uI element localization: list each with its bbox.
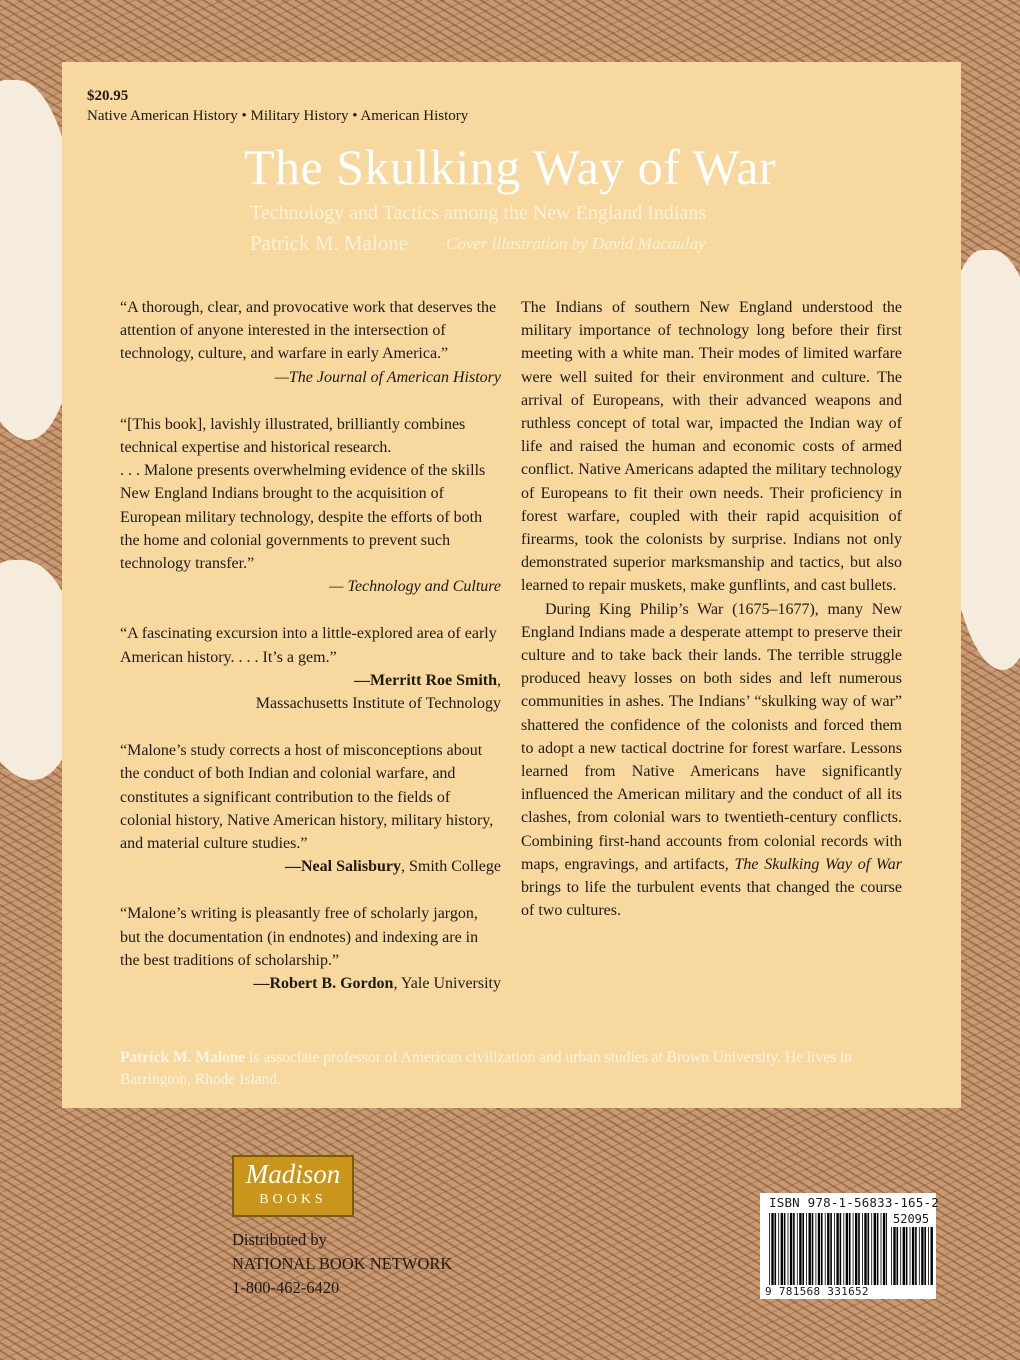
distributor-phone: 1-800-462-6420 (232, 1278, 340, 1297)
review-quote (120, 739, 501, 878)
quote-text: “A fascinating excursion into a little-explored area of early American history. . . . It’s a gem.” (120, 625, 497, 666)
quote-text-continued: . . . Malone presents overwhelming evidence of the skills New England Indians brought to the acquisition of European military technology, despite the efforts of both the home and colonial governments to prevent such technology transfer.” (120, 462, 486, 573)
review-quote (120, 622, 501, 715)
quote-source: —Robert B. Gordon, Yale University (253, 975, 501, 993)
quote-source: — Technology and Culture (329, 578, 501, 596)
author-name: Patrick M. Malone (250, 231, 409, 255)
book-title: The Skulking Way of War (243, 139, 777, 195)
quote-text: “[This book], lavishly illustrated, brilliantly combines technical expertise and historical research. (120, 415, 466, 457)
barcode-bars (769, 1213, 887, 1285)
quote-source: —The Journal of American History (274, 368, 501, 386)
review-quote (120, 413, 501, 599)
description-paragraph: The Indians of southern New England understood the military importance of technology long before their first meeting with a white man. Their modes of limited warfare were well suited for their environment and culture. The arrival of Europeans, with their advanced weapons and ruthless concept of total war, impacted the Indian way of life and raised the human and economic costs of armed conflict. Native Americans adapted the military technology of Europeans to fit their own needs. Their proficiency in forest warfare, coupled with their rapid acquisition of firearms, took the colonists by surprise. Indians not only demonstrated superior marksmanship and tactics, but also learned to repair muskets, make gunflints, and cast bullets. (521, 299, 902, 595)
quote-source: —Neal Salisbury, Smith College (284, 858, 501, 876)
author-bio: Patrick M. Malone is associate professor of American civilization and urban studies at Brown University. He lives in Barrington, Rhode Island. (120, 1049, 853, 1088)
review-quotes (120, 296, 501, 1019)
distributed-by-label: Distributed by (232, 1230, 327, 1249)
publisher-logo: Madison BOOKS (232, 1155, 354, 1217)
quote-source-affiliation: Massachusetts Institute of Technology (255, 695, 501, 713)
distributor-name: NATIONAL BOOK NETWORK (232, 1254, 453, 1273)
quote-text: “Malone’s writing is pleasantly free of scholarly jargon, but the documentation (in endnotes) and indexing are in the best traditions of scholarship.” (120, 905, 479, 969)
book-subtitle: Technology and Tactics among the New England Indians (250, 202, 707, 224)
review-quote (120, 902, 501, 995)
cover-illustration-credit: Cover illustration by David Macaulay (446, 234, 706, 253)
barcode-addon-number: 52095 (893, 1212, 930, 1226)
quote-source: —Merritt Roe Smith, (353, 671, 501, 689)
quote-text: “A thorough, clear, and provocative work that deserves the attention of anyone interested in the intersection of technology, culture, and warfare in early America.” (120, 299, 497, 363)
categories: Native American History • Military History • American History (87, 108, 469, 124)
quote-text: “Malone’s study corrects a host of misconceptions about the conduct of both Indian and colonial warfare, and constitutes a significant contribution to the fields of colonial history, Native American history, military history, and material culture studies.” (120, 742, 494, 853)
isbn-text: ISBN 978-1-56833-165-2 (769, 1195, 939, 1210)
book-description (521, 296, 902, 922)
barcode-ean-number: 9 781568 331652 (765, 1285, 869, 1298)
isbn-barcode (760, 1193, 939, 1299)
review-quote (120, 296, 501, 389)
barcode-addon-bars (891, 1227, 933, 1285)
description-paragraph: During King Philip’s War (1675–1677), many New England Indians made a desperate attempt to preserve their culture and to take back their lands. The terrible struggle produced heavy losses on both sides and left numerous communities in ashes. The Indians’ “skulking way of war” shattered the confidence of the colonists and forced them to adopt a new tactical doctrine for forest warfare. Lessons learned from Native Americans have significantly influenced the American military and the conduct of all its clashes, from colonial wars to twentieth-century conflicts. Combining first-hand accounts from colonial records with maps, engravings, and artifacts, The Skulking Way of War brings to life the turbulent events that changed the course of two cultures. (521, 600, 902, 920)
price: $20.95 (87, 88, 129, 104)
distributor-info (232, 1228, 452, 1300)
